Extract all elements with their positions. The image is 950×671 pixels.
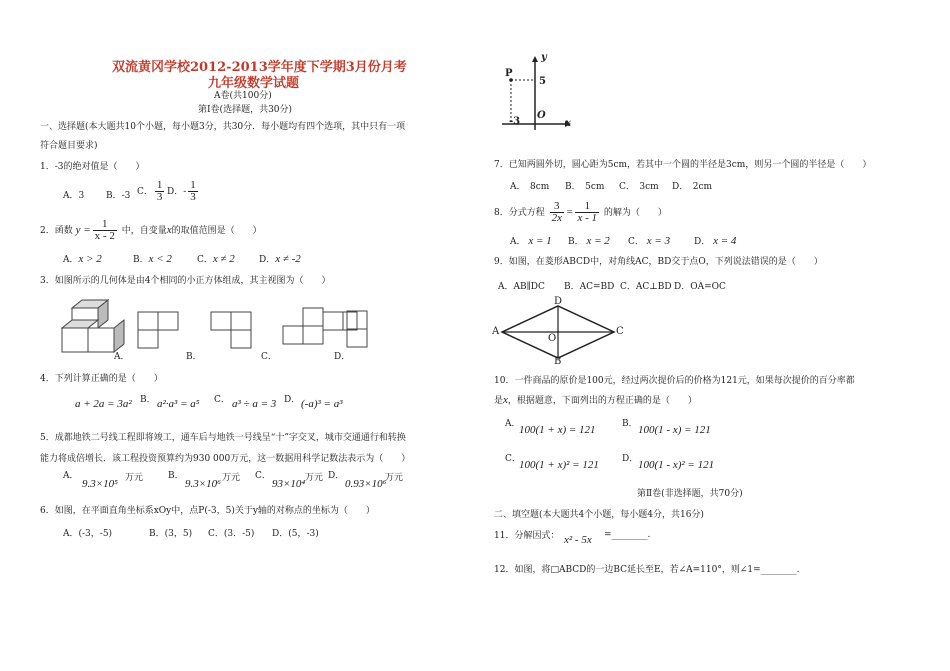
q4-option-d-label: D． (284, 395, 301, 405)
exam-subtitle: 九年级数学试题 (208, 76, 300, 91)
q2-option-a: A．x > 2 (63, 253, 102, 265)
graph-tick-neg3: -3 (509, 116, 521, 127)
q2-option-b: B．x < 2 (133, 253, 172, 265)
q5-option-d-unit: 万元 (385, 473, 404, 483)
q8-option-c: C． x = 3 (628, 235, 671, 247)
q11-answer-blank: =________. (604, 530, 651, 540)
q3-stem: 3．如图所示的几何体是由4个相同的小正方体组成，其主视图为（ ） (40, 276, 331, 286)
graph-point-p-label: P (505, 68, 513, 79)
rhombus-figure (490, 296, 630, 368)
rhombus-label-o: O (548, 333, 557, 344)
q5-option-c-value: 93×10⁴ (272, 478, 306, 490)
q1-option-b: B．‐3 (106, 191, 131, 201)
q10-option-d-label: D． (622, 454, 639, 464)
q5-option-b-unit: 万元 (222, 473, 241, 483)
graph-y-label: y (541, 52, 547, 63)
q3-option-a-figure (138, 312, 178, 348)
q3-solid-figure (62, 300, 124, 352)
q6-option-d: D．(5，‐3) (272, 529, 319, 539)
q8-stem: 8．分式方程 $\frac{3}{2x}$ = $\frac{1}{x - 1}$ 的解为（ ） (494, 200, 667, 224)
section2-intro: 二、填空题(本大题共4个小题，每小题4分，共16分) (494, 510, 704, 520)
q5-line1: 5．成都地铁二号线工程即将竣工，通车后与地铁一号线呈“十”字交叉，城市交通通行和转换 (40, 433, 406, 443)
q5-option-c: C． (255, 471, 271, 481)
q6-option-c: C．(3．‐5) (208, 529, 255, 539)
q5-line2: 能力将成倍增长．该工程投资预算约为930 000万元，这一数据用科学记数法表示为（ ） (40, 454, 411, 464)
q7-option-c: C． 3cm (619, 182, 659, 192)
q5-option-a: A． (63, 471, 79, 481)
q5-option-a-value: 9.3×10⁵ (82, 478, 118, 490)
q8-option-d: D． x = 4 (694, 235, 737, 247)
q5-option-b-value: 9.3×10⁶ (185, 478, 221, 490)
q10-option-b-label: B． (622, 419, 638, 429)
q3-figures (58, 298, 358, 362)
q4-option-b: a²·a³ = a⁵ (157, 398, 200, 410)
q11-stem: 11．分解因式： (494, 531, 560, 541)
q1-option-a: A．3 (63, 191, 85, 201)
q7-option-d: D． 2cm (672, 182, 713, 192)
q9-option-c: C．AC⊥BD (620, 282, 672, 292)
graph-x-label: x (565, 118, 571, 129)
q10-line2: 是x，根据题意，下面列出的方程正确的是（ ） (494, 394, 697, 406)
q1-option-c: C． $\frac{1}{3}$ (137, 179, 163, 203)
q5-option-b: B． (168, 471, 184, 481)
q10-option-a: 100(1 + x) = 121 (519, 424, 596, 436)
part2-heading: 第Ⅱ卷(非选择题，共70分) (637, 489, 743, 499)
q9-stem: 9．如图，在菱形ABCD中，对角线AC，BD交于点O，下列说法错误的是（ ） (494, 257, 823, 267)
q5-option-d-value: 0.93×10⁶ (345, 478, 387, 490)
volume-a-label: A卷(共100分) (214, 91, 272, 101)
section1-intro-line1: 一、选择题(本大题共10个小题，每小题3分，共30分．每小题均有四个选项，其中只有一项 (40, 122, 406, 132)
q10-option-a-label: A． (505, 419, 521, 429)
q7-stem: 7．已知两圆外切，圆心距为5cm，若其中一个圆的半径是3cm，则另一个圆的半径是（ ） (494, 160, 872, 170)
q8-fraction-right: $\frac{1}{x - 1}$ (577, 200, 597, 224)
q8-option-b: B． x = 2 (568, 235, 610, 247)
q5-option-d: D． (328, 471, 345, 481)
coordinate-graph (497, 52, 577, 132)
q9-option-d: D．OA=OC (674, 282, 726, 292)
q1-stem: 1．‐3的绝对值是（ ） (40, 162, 145, 172)
q9-option-b: B．AC=BD (564, 282, 615, 292)
q11-expression: x² - 5x (564, 534, 592, 546)
q8-fraction-left: $\frac{3}{2x}$ (551, 200, 562, 224)
q8-option-a: A． x = 1 (510, 235, 552, 247)
q7-option-a: A． 8cm (510, 182, 550, 192)
q7-option-b: B． 5cm (565, 182, 605, 192)
q2-option-d: D．x ≠ -2 (259, 253, 301, 265)
q4-option-a: a + 2a = 3a² (75, 398, 132, 410)
q3-option-d-figure-extra (346, 305, 368, 349)
graph-tick-5: 5 (539, 76, 546, 87)
q6-option-a: A．(‐3，‐5) (63, 529, 113, 539)
q3-option-b-figure (211, 312, 251, 348)
q3-option-a: A． (114, 352, 130, 362)
exam-title: 双流黄冈学校2012-2013学年度下学期3月份月考 (112, 60, 407, 75)
q10-option-c-label: C． (505, 454, 521, 464)
q3-option-c: C． (261, 352, 277, 362)
q4-option-c: a³ ÷ a = 3 (232, 398, 277, 410)
q6-stem: 6．如图，在平面直角坐标系xOy中，点P(‐3，5)关于y轴的对称点的坐标为（ ） (40, 506, 375, 516)
q1-d-fraction: $\frac{1}{3}$ (190, 179, 196, 203)
q4-option-b-label: B． (140, 395, 156, 405)
q5-option-c-unit: 万元 (305, 473, 324, 483)
q2-option-c: C．x ≠ 2 (197, 253, 235, 265)
q4-option-c-label: C． (214, 395, 230, 405)
q10-option-c: 100(1 + x)² = 121 (519, 459, 599, 471)
q9-option-a: A．AB∥DC (498, 282, 545, 292)
q1-option-d: D．‐ $\frac{1}{3}$ (167, 179, 196, 203)
rhombus-label-a: A (492, 326, 500, 337)
graph-origin-label: O (537, 110, 546, 121)
q5-option-a-unit: 万元 (125, 473, 144, 483)
q4-stem: 4．下列计算正确的是（ ） (40, 374, 163, 384)
rhombus-label-c: C (616, 326, 624, 337)
q2-fraction: $\frac{1}{x - 2}$ (94, 218, 115, 242)
q3-option-c-figure (283, 308, 323, 344)
q10-option-b: 100(1 - x) = 121 (638, 424, 711, 436)
q6-option-b: B．(3，5) (149, 529, 193, 539)
rhombus-label-b: B (554, 356, 562, 367)
q10-option-d: 100(1 - x)² = 121 (638, 459, 715, 471)
q2-stem: 2．函数 y = $\frac{1}{x - 2}$ 中，自变量x的取值范围是（ ） (40, 218, 262, 242)
part1-heading: 第Ⅰ卷(选择题，共30分) (198, 105, 293, 115)
q3-option-d: D． (334, 352, 351, 362)
q3-option-b: B． (186, 352, 202, 362)
q10-line1: 10．一件商品的原价是100元，经过两次提价后的价格为121元，如果每次提价的百分率都 (494, 376, 855, 386)
rhombus-label-d: D (554, 296, 563, 307)
section1-intro-line2: 符合题目要求) (40, 141, 98, 151)
q4-option-d: (-a)³ = a³ (301, 398, 343, 410)
q12-stem: 12．如图，将□ABCD的一边BC延长至E，若∠A=110°，则∠1=________. (494, 565, 800, 575)
q1-c-fraction: $\frac{1}{3}$ (156, 179, 163, 203)
